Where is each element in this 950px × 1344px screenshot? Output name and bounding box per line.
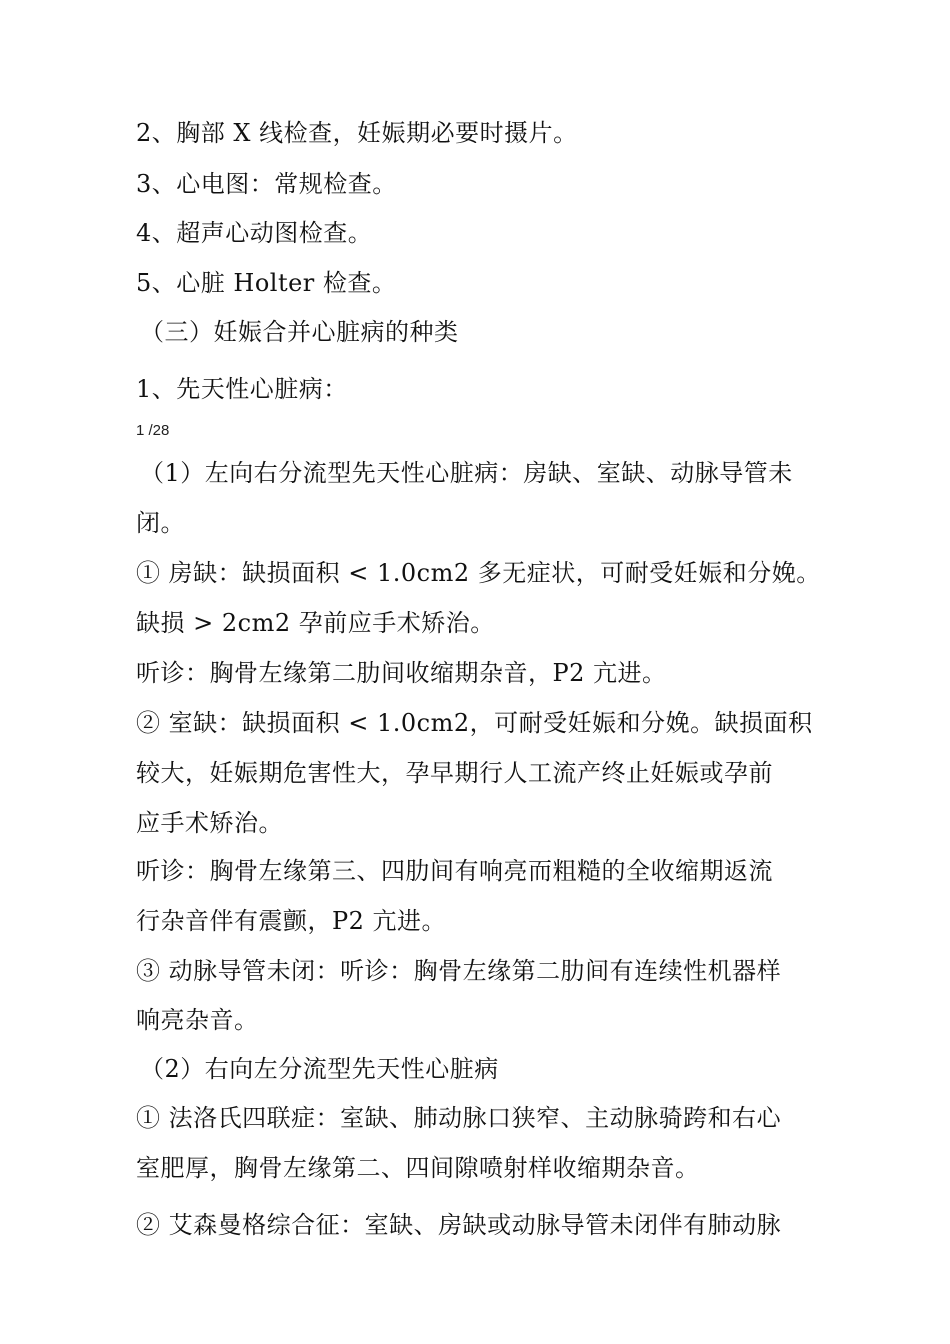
text-line: 听诊：胸骨左缘第二肋间收缩期杂音，P2 亢进。	[136, 659, 667, 687]
text-line: 闭。	[136, 509, 185, 537]
subsection-heading: （1）左向右分流型先天性心脏病：房缺、室缺、动脉导管未	[140, 459, 793, 487]
text-line: ③ 动脉导管未闭：听诊：胸骨左缘第二肋间有连续性机器样	[136, 957, 782, 985]
page-number: 1 /28	[136, 422, 170, 439]
text-line: 行杂音伴有震颤，P2 亢进。	[136, 907, 447, 935]
text-line: 缺损 > 2cm2 孕前应手术矫治。	[136, 609, 495, 637]
text-line: 2、胸部 X 线检查，妊娠期必要时摄片。	[136, 119, 578, 147]
section-heading: （三）妊娠合并心脏病的种类	[140, 318, 459, 346]
text-line: ① 房缺：缺损面积 < 1.0cm2 多无症状，可耐受妊娠和分娩。	[136, 559, 821, 587]
text-line: 较大，妊娠期危害性大，孕早期行人工流产终止妊娠或孕前	[136, 759, 773, 787]
subsection-heading: （2）右向左分流型先天性心脏病	[140, 1055, 499, 1083]
text-line: 3、心电图：常规检查。	[136, 170, 397, 198]
text-line: ② 艾森曼格综合征：室缺、房缺或动脉导管未闭伴有肺动脉	[136, 1211, 782, 1239]
text-line: 听诊：胸骨左缘第三、四肋间有响亮而粗糙的全收缩期返流	[136, 857, 773, 885]
text-line: ① 法洛氏四联症：室缺、肺动脉口狭窄、主动脉骑跨和右心	[136, 1104, 782, 1132]
text-line: ② 室缺：缺损面积 < 1.0cm2，可耐受妊娠和分娩。缺损面积	[136, 709, 813, 737]
text-line: 应手术矫治。	[136, 809, 283, 837]
text-line: 室肥厚，胸骨左缘第二、四间隙喷射样收缩期杂音。	[136, 1154, 700, 1182]
text-line: 1、先天性心脏病：	[136, 375, 348, 403]
text-line: 5、心脏 Holter 检查。	[136, 269, 397, 297]
text-line: 响亮杂音。	[136, 1006, 259, 1034]
text-line: 4、超声心动图检查。	[136, 219, 373, 247]
